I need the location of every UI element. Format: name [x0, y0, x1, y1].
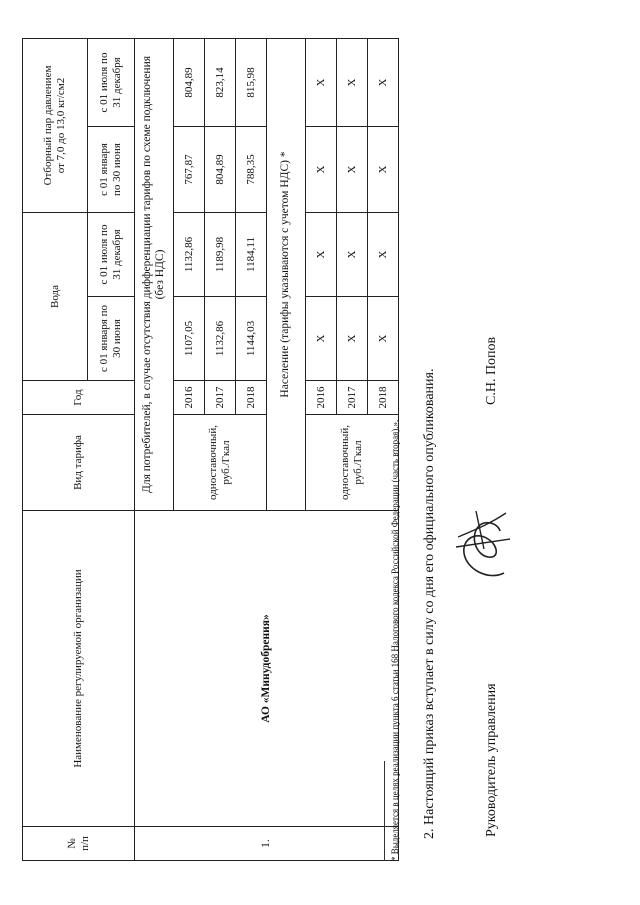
header-water-period2: с 01 июля по 31 декабря — [88, 213, 135, 297]
value-cell: 1144,03 — [236, 297, 267, 381]
year-cell: 2016 — [306, 381, 337, 415]
value-cell: Х — [306, 38, 337, 126]
value-cell: Х — [337, 38, 368, 126]
signer-role: Руководитель управления — [484, 683, 499, 837]
value-cell: Х — [368, 38, 399, 126]
value-cell: Х — [306, 127, 337, 213]
value-cell: 804,89 — [205, 127, 236, 213]
footnote-separator — [384, 761, 385, 861]
row-number: 1. — [135, 827, 399, 861]
header-steam-period2: с 01 июля по 31 декабря — [88, 38, 135, 126]
value-cell: Х — [368, 213, 399, 297]
header-tariff-kind: Вид тарифа — [23, 415, 135, 511]
value-cell: Х — [337, 213, 368, 297]
value-cell: Х — [337, 127, 368, 213]
signer-name: С.Н. Попов — [484, 336, 499, 405]
header-year: Год — [23, 381, 135, 415]
year-cell: 2017 — [205, 381, 236, 415]
section-population: Население (тарифы указываются с учетом НДС) * — [267, 38, 306, 510]
paragraph-2: 2. Настоящий приказ вступает в силу со дня его официального опубликования. — [422, 368, 437, 839]
value-cell: 1189,98 — [205, 213, 236, 297]
value-cell: 815,98 — [236, 38, 267, 126]
year-cell: 2018 — [236, 381, 267, 415]
value-cell: 1132,86 — [205, 297, 236, 381]
section-consumers: Для потребителей, в случае отсутствия дифференциации тарифов по схеме подключения (без НДС) — [135, 38, 174, 510]
tariff-table — [22, 38, 399, 861]
value-cell: 1132,86 — [174, 213, 205, 297]
year-cell: 2017 — [337, 381, 368, 415]
header-num: № п/п — [23, 827, 135, 861]
value-cell: Х — [306, 213, 337, 297]
year-cell: 2018 — [368, 381, 399, 415]
value-cell: 804,89 — [174, 38, 205, 126]
handwritten-signature — [448, 503, 520, 583]
footnote: * Выделяется в целях реализации пункта 6 статьи 168 Налогового кодекса Российской Федерации (часть вторая).». — [390, 419, 400, 861]
org-name: АО «Минудобрения» — [135, 511, 399, 827]
tariff-type-2: одноставочный, руб./Гкал — [306, 415, 399, 511]
value-cell: Х — [337, 297, 368, 381]
value-cell: Х — [306, 297, 337, 381]
value-cell: Х — [368, 297, 399, 381]
header-water-period1: с 01 января по 30 июня — [88, 297, 135, 381]
value-cell: 1107,05 — [174, 297, 205, 381]
value-cell: 823,14 — [205, 38, 236, 126]
header-steam-period1: с 01 января по 30 июня — [88, 127, 135, 213]
header-steam: Отборный пар давлением от 7,0 до 13,0 кг/см2 — [23, 38, 88, 212]
header-water: Вода — [23, 213, 88, 381]
tariff-type-1: одноставочный, руб./Гкал — [174, 415, 267, 511]
header-org: Наименование регулируемой организации — [23, 511, 135, 827]
value-cell: 767,87 — [174, 127, 205, 213]
value-cell: Х — [368, 127, 399, 213]
year-cell: 2016 — [174, 381, 205, 415]
value-cell: 788,35 — [236, 127, 267, 213]
value-cell: 1184,11 — [236, 213, 267, 297]
